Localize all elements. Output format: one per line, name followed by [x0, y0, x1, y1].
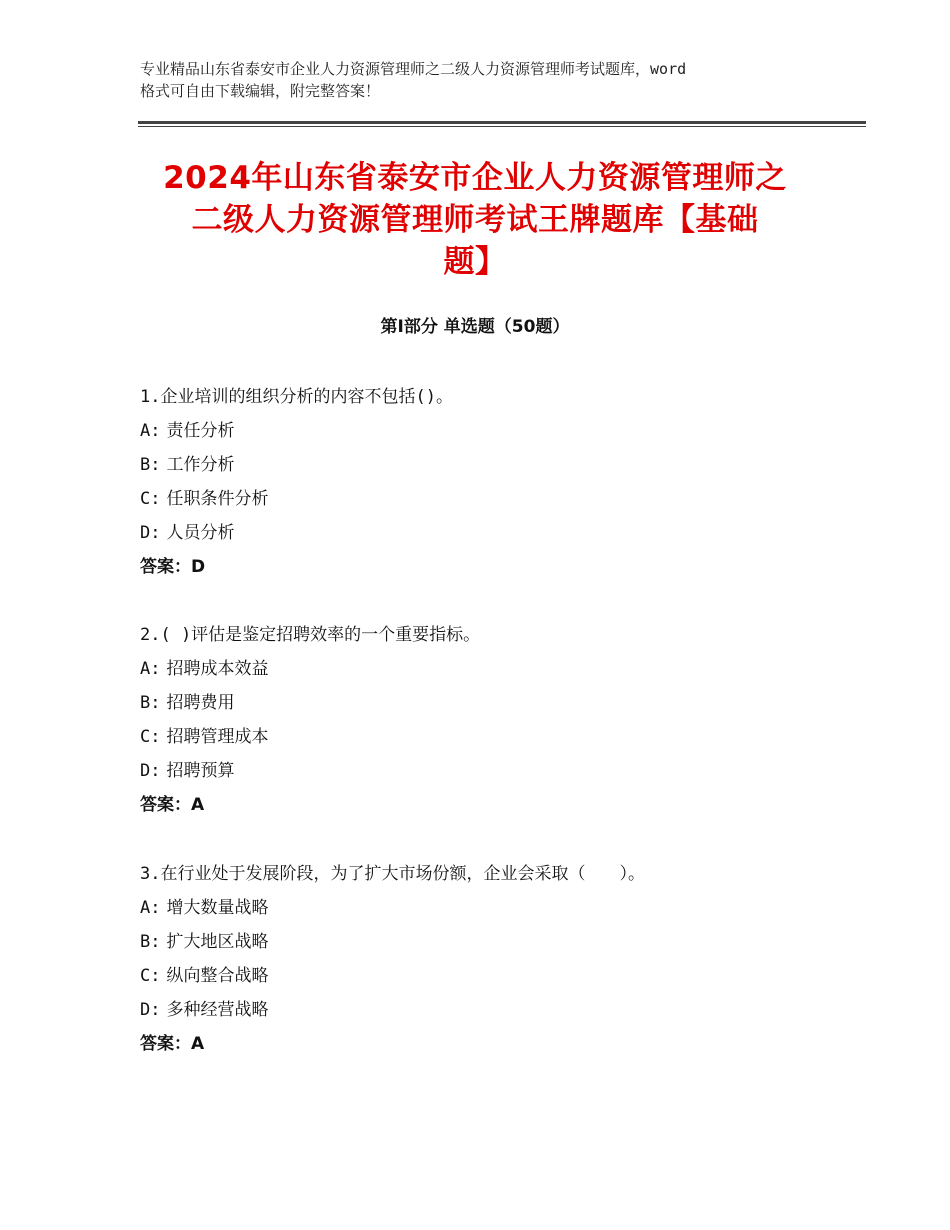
option-d [140, 516, 860, 550]
question-stem: 2.( )评估是鉴定招聘效率的一个重要指标。 [140, 625, 481, 645]
option-text: 任职条件分析 [166, 489, 269, 509]
option-letter: D: [140, 1000, 161, 1020]
option-d [140, 754, 860, 788]
header-divider-thin [138, 126, 866, 127]
option-letter: B: [140, 693, 161, 713]
option-text: 责任分析 [166, 421, 235, 441]
option-text: 增大数量战略 [166, 898, 269, 918]
question-2 [140, 618, 860, 822]
document-title-line-3: 题】 [443, 244, 507, 280]
option-text: 纵向整合战略 [166, 966, 269, 986]
answer-line: 答案：A [140, 1034, 205, 1054]
option-letter: D: [140, 523, 161, 543]
option-a [140, 652, 860, 686]
option-d [140, 993, 860, 1027]
header-divider-thick [138, 121, 866, 124]
option-text: 人员分析 [166, 523, 235, 543]
option-text: 招聘成本效益 [166, 659, 269, 679]
question-stem: 3.在行业处于发展阶段，为了扩大市场份额，企业会采取（ ）。 [140, 864, 645, 884]
option-text: 工作分析 [166, 455, 235, 475]
document-title-line-1: 2024年山东省泰安市企业人力资源管理师之 [163, 160, 787, 196]
option-c [140, 959, 860, 993]
option-letter: D: [140, 761, 161, 781]
option-c [140, 720, 860, 754]
option-letter: B: [140, 455, 161, 475]
option-letter: C: [140, 489, 161, 509]
option-text: 招聘管理成本 [166, 727, 269, 747]
option-b [140, 448, 860, 482]
option-letter: B: [140, 932, 161, 952]
question-stem: 1.企业培训的组织分析的内容不包括()。 [140, 387, 453, 407]
option-text: 招聘预算 [166, 761, 235, 781]
question-3 [140, 857, 860, 1061]
option-letter: C: [140, 727, 161, 747]
option-text: 招聘费用 [166, 693, 235, 713]
header-note-line-2: 格式可自由下载编辑，附完整答案！ [140, 82, 381, 100]
option-b [140, 686, 860, 720]
option-letter: C: [140, 966, 161, 986]
document-title [140, 157, 810, 283]
option-text: 扩大地区战略 [166, 932, 269, 952]
option-a [140, 891, 860, 925]
answer-line: 答案：D [140, 557, 206, 577]
header-note [140, 58, 830, 102]
option-letter: A: [140, 898, 161, 918]
option-text: 多种经营战略 [166, 1000, 269, 1020]
section-title: 第Ⅰ部分 单选题（50题） [380, 317, 570, 337]
option-letter: A: [140, 421, 161, 441]
option-letter: A: [140, 659, 161, 679]
header-note-line-1: 专业精品山东省泰安市企业人力资源管理师之二级人力资源管理师考试题库，word [140, 60, 687, 78]
option-b [140, 925, 860, 959]
document-title-line-2: 二级人力资源管理师考试王牌题库【基础 [191, 202, 759, 238]
question-1 [140, 380, 860, 584]
answer-line: 答案：A [140, 795, 205, 815]
option-c [140, 482, 860, 516]
option-a [140, 414, 860, 448]
